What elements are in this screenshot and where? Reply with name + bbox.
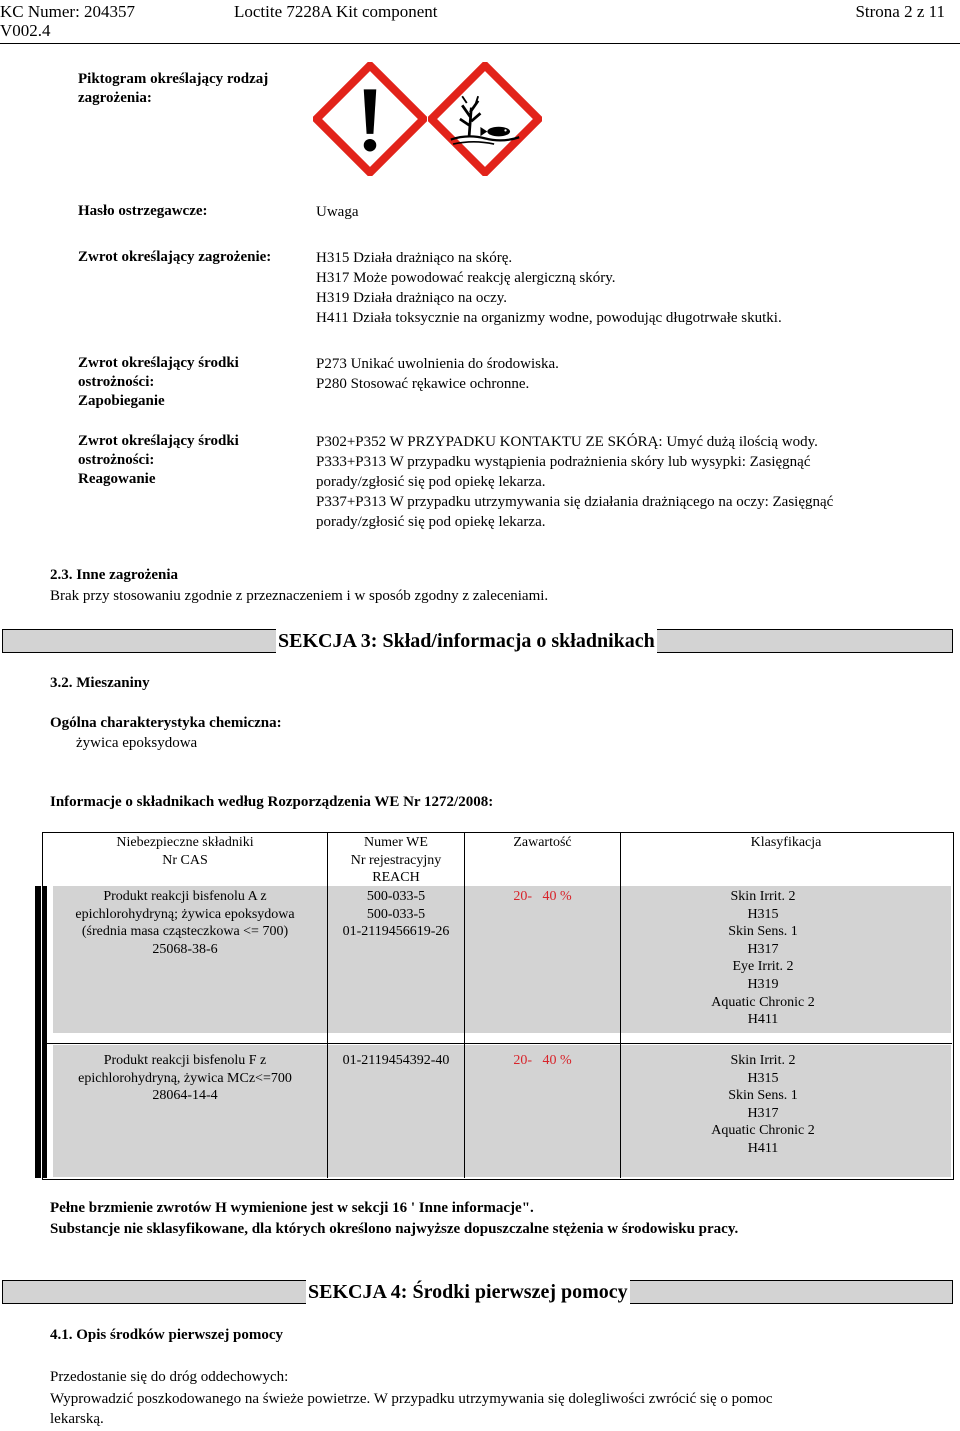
table-divider	[42, 1043, 952, 1044]
response-line: porady/zgłosić się pod opiekę lekarza.	[316, 514, 546, 530]
table-row-1-ids: 500-033-5 500-033-5 01-2119456619-26	[342, 889, 450, 940]
response-line: P302+P352 W PRZYPADKU KONTAKTU ZE SKÓRĄ: Umyć dużą ilością wody.	[316, 434, 818, 450]
inhalation-text: Wyprowadzić poszkodowanego na świeże powietrze. W przypadku utrzymywania się dolegliwości zwrócić się o pomoc lekarską.	[50, 1391, 773, 1427]
hazard-statements	[316, 248, 782, 328]
section-3-title: SEKCJA 3: Skład/informacja o składnikach	[278, 630, 655, 652]
response-line: P333+P313 W przypadku wystąpienia podrażnienia skóry lub wysypki: Zasięgnąć	[316, 454, 811, 470]
revision-bar	[35, 886, 41, 1178]
product-name: Loctite 7228A Kit component	[234, 2, 438, 21]
table-row-2-name: Produkt reakcji bisfenolu F z epichlorohydryną, żywica MCz<=700 28064-14-4	[78, 1053, 292, 1104]
signal-word-label: Hasło ostrzegawcze:	[78, 203, 208, 219]
table-row-2-content: 20- 40 %	[513, 1053, 572, 1068]
version: V002.4	[0, 21, 51, 40]
note-exposure-limits: Substancje nie sklasyfikowane, dla których określono najwyższe dopuszczalne stężenia w środowisku pracy.	[50, 1221, 739, 1237]
general-characteristics-label: Ogólna charakterystyka chemiczna:	[50, 715, 282, 731]
page-number: Strona 2 z 11	[855, 2, 945, 21]
inhalation-label: Przedostanie się do dróg oddechowych:	[50, 1369, 289, 1385]
environment-hazard-icon	[428, 62, 542, 176]
hazard-statement-label: Zwrot określający zagrożenie:	[78, 249, 272, 265]
hazard-line: H317 Może powodować reakcję alergiczną skóry.	[316, 270, 616, 286]
kc-number: KC Numer: 204357	[0, 2, 136, 21]
mixtures-title: 3.2. Mieszaniny	[50, 675, 150, 691]
hazard-line: H319 Działa drażniąco na oczy.	[316, 290, 508, 306]
component-info-title: Informacje o składnikach według Rozporządzenia WE Nr 1272/2008:	[50, 794, 494, 810]
hazard-line: H411 Działa toksycznie na organizmy wodne, powodując długotrwałe skutki.	[316, 310, 782, 326]
prevention-statements	[316, 354, 559, 394]
first-aid-subtitle: 4.1. Opis środków pierwszej pomocy	[50, 1327, 284, 1343]
pictogram-label: Piktogram określający rodzaj zagrożenia:	[78, 71, 269, 106]
response-line: P337+P313 W przypadku utrzymywania się działania drażniącego na oczy: Zasięgnąć	[316, 494, 834, 510]
exclamation-mark-icon	[313, 62, 427, 176]
prevention-line: P280 Stosować rękawice ochronne.	[316, 376, 530, 392]
table-header-components: Niebezpieczne składniki Nr CAS	[116, 835, 254, 868]
response-label: Zwrot określający środki ostrożności: Reagowanie	[78, 433, 239, 487]
header-divider	[0, 43, 960, 44]
hazard-line: H315 Działa drażniąco na skórę.	[316, 250, 513, 266]
table-header-ids: Numer WE Nr rejestracyjny REACH	[350, 835, 442, 886]
table-row-1-name: Produkt reakcji bisfenolu A z epichlorohydryną; żywica epoksydowa (średnia masa cząsteczkowa <= 700) 25068-38-6	[75, 889, 295, 957]
prevention-line: P273 Unikać uwolnienia do środowiska.	[316, 356, 559, 372]
table-row-1-classification: Skin Irrit. 2 H315 Skin Sens. 1 H317 Eye Irrit. 2 H319 Aquatic Chronic 2 H411	[711, 889, 815, 1028]
table-divider	[464, 832, 465, 1178]
signal-word-value: Uwaga	[316, 204, 359, 220]
note-h-statements: Pełne brzmienie zwrotów H wymienione jest w sekcji 16 ' Inne informacje".	[50, 1200, 534, 1216]
general-characteristics-value: żywica epoksydowa	[76, 735, 198, 751]
other-hazards-text: Brak przy stosowaniu zgodnie z przeznaczeniem i w sposób zgodny z zaleceniami.	[50, 588, 549, 604]
table-row-2-ids: 01-2119454392-40	[342, 1053, 450, 1068]
other-hazards-title: 2.3. Inne zagrożenia	[50, 567, 179, 583]
table-row-1-content: 20- 40 %	[513, 889, 572, 904]
table-header-classification: Klasyfikacja	[750, 835, 822, 850]
table-row-2-classification: Skin Irrit. 2 H315 Skin Sens. 1 H317 Aquatic Chronic 2 H411	[711, 1053, 815, 1156]
response-line: porady/zgłosić się pod opiekę lekarza.	[316, 474, 546, 490]
section-4-title: SEKCJA 4: Środki pierwszej pomocy	[308, 1281, 628, 1303]
table-header-content: Zawartość	[513, 835, 572, 850]
response-statements	[316, 432, 833, 532]
prevention-label: Zwrot określający środki ostrożności: Zapobieganie	[78, 355, 239, 409]
